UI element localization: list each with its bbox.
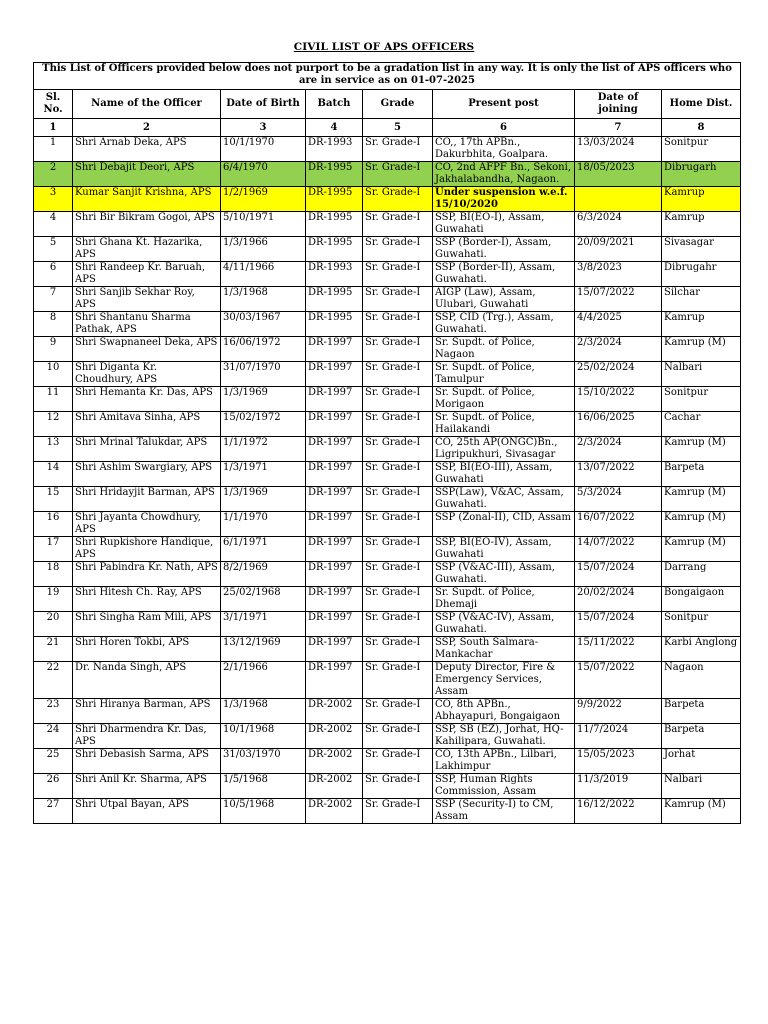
cell-present-post: SSP, Human Rights Commission, Assam	[433, 774, 575, 799]
table-row	[34, 612, 741, 637]
table-row	[34, 562, 741, 587]
cell-batch: DR-1997	[306, 587, 363, 612]
cell-date-of-joining: 15/07/2022	[575, 287, 662, 312]
header-batch: Batch	[306, 90, 363, 119]
cell-home-dist: Nalbari	[662, 362, 741, 387]
cell-date-of-birth: 30/03/1967	[221, 312, 306, 337]
cell-sl-no: 21	[34, 637, 73, 662]
cell-grade: Sr. Grade-I	[363, 337, 433, 362]
table-row	[34, 412, 741, 437]
cell-date-of-joining: 13/07/2022	[575, 462, 662, 487]
table-row	[34, 724, 741, 749]
cell-date-of-joining: 6/3/2024	[575, 212, 662, 237]
cell-officer-name: Shri Pabindra Kr. Nath, APS	[73, 562, 221, 587]
cell-batch: DR-1997	[306, 562, 363, 587]
cell-batch: DR-1995	[306, 237, 363, 262]
cell-present-post: SSP (V&AC-IV), Assam, Guwahati.	[433, 612, 575, 637]
cell-date-of-birth: 16/06/1972	[221, 337, 306, 362]
cell-officer-name: Shri Debajit Deori, APS	[73, 162, 221, 187]
column-number: 5	[363, 119, 433, 137]
cell-date-of-joining: 16/07/2022	[575, 512, 662, 537]
cell-home-dist: Kamrup	[662, 312, 741, 337]
cell-batch: DR-1997	[306, 537, 363, 562]
cell-officer-name: Shri Arnab Deka, APS	[73, 137, 221, 162]
cell-present-post: SSP, South Salmara-Mankachar	[433, 637, 575, 662]
cell-batch: DR-1997	[306, 612, 363, 637]
column-number: 2	[73, 119, 221, 137]
table-row	[34, 287, 741, 312]
table-row	[34, 799, 741, 824]
cell-date-of-joining: 15/05/2023	[575, 749, 662, 774]
column-number-row	[34, 119, 741, 137]
cell-present-post: SSP, BI(EO-III), Assam, Guwahati	[433, 462, 575, 487]
cell-home-dist: Silchar	[662, 287, 741, 312]
cell-sl-no: 8	[34, 312, 73, 337]
cell-home-dist: Nagaon	[662, 662, 741, 699]
cell-grade: Sr. Grade-I	[363, 562, 433, 587]
table-row	[34, 462, 741, 487]
table-row	[34, 699, 741, 724]
cell-sl-no: 27	[34, 799, 73, 824]
cell-grade: Sr. Grade-I	[363, 362, 433, 387]
cell-batch: DR-1995	[306, 162, 363, 187]
cell-grade: Sr. Grade-I	[363, 262, 433, 287]
cell-date-of-joining: 2/3/2024	[575, 337, 662, 362]
header-grade: Grade	[363, 90, 433, 119]
cell-date-of-joining: 2/3/2024	[575, 437, 662, 462]
cell-date-of-joining: 4/4/2025	[575, 312, 662, 337]
table-row	[34, 512, 741, 537]
table-row	[34, 637, 741, 662]
cell-officer-name: Dr. Nanda Singh, APS	[73, 662, 221, 699]
cell-grade: Sr. Grade-I	[363, 699, 433, 724]
cell-grade: Sr. Grade-I	[363, 437, 433, 462]
cell-batch: DR-2002	[306, 724, 363, 749]
cell-date-of-joining	[575, 187, 662, 212]
cell-present-post: CO,, 17th APBn., Dakurbhita, Goalpara.	[433, 137, 575, 162]
cell-batch: DR-1997	[306, 437, 363, 462]
cell-batch: DR-1997	[306, 387, 363, 412]
cell-officer-name: Shri Utpal Bayan, APS	[73, 799, 221, 824]
cell-date-of-birth: 31/03/1970	[221, 749, 306, 774]
cell-officer-name: Shri Horen Tokbi, APS	[73, 637, 221, 662]
table-row	[34, 162, 741, 187]
cell-batch: DR-1997	[306, 512, 363, 537]
table-row	[34, 749, 741, 774]
table-row	[34, 262, 741, 287]
disclaimer-note: This List of Officers provided below does not purport to be a gradation list in any way. It is only the list of APS officers who are in service as on 01-07-2025	[34, 63, 741, 90]
cell-officer-name: Shri Anil Kr. Sharma, APS	[73, 774, 221, 799]
table-row	[34, 587, 741, 612]
cell-present-post: CO, 2nd AFPF Bn., Sekoni, Jakhalabandha, Nagaon.	[433, 162, 575, 187]
cell-batch: DR-2002	[306, 749, 363, 774]
cell-date-of-joining: 16/06/2025	[575, 412, 662, 437]
cell-home-dist: Bongaigaon	[662, 587, 741, 612]
cell-date-of-joining: 11/7/2024	[575, 724, 662, 749]
cell-date-of-joining: 5/3/2024	[575, 487, 662, 512]
cell-home-dist: Barpeta	[662, 724, 741, 749]
cell-present-post: SSP (Border-II), Assam, Guwahati.	[433, 262, 575, 287]
cell-date-of-birth: 2/1/1966	[221, 662, 306, 699]
cell-present-post: Sr. Supdt. of Police, Dhemaji	[433, 587, 575, 612]
cell-batch: DR-1997	[306, 637, 363, 662]
header-name: Name of the Officer	[73, 90, 221, 119]
cell-present-post: SSP (Security-I) to CM, Assam	[433, 799, 575, 824]
table-row	[34, 537, 741, 562]
cell-date-of-birth: 1/3/1969	[221, 387, 306, 412]
cell-date-of-joining: 20/09/2021	[575, 237, 662, 262]
cell-date-of-birth: 15/02/1972	[221, 412, 306, 437]
cell-home-dist: Dibrugarh	[662, 162, 741, 187]
cell-sl-no: 16	[34, 512, 73, 537]
cell-home-dist: Kamrup (M)	[662, 337, 741, 362]
cell-officer-name: Shri Randeep Kr. Baruah, APS	[73, 262, 221, 287]
cell-sl-no: 14	[34, 462, 73, 487]
cell-sl-no: 22	[34, 662, 73, 699]
cell-date-of-joining: 14/07/2022	[575, 537, 662, 562]
cell-grade: Sr. Grade-I	[363, 462, 433, 487]
table-row	[34, 137, 741, 162]
cell-batch: DR-1995	[306, 187, 363, 212]
cell-officer-name: Shri Debasish Sarma, APS	[73, 749, 221, 774]
cell-date-of-birth: 6/1/1971	[221, 537, 306, 562]
cell-sl-no: 5	[34, 237, 73, 262]
column-number: 8	[662, 119, 741, 137]
cell-officer-name: Shri Rupkishore Handique, APS	[73, 537, 221, 562]
cell-home-dist: Kamrup (M)	[662, 437, 741, 462]
cell-present-post: SSP, BI(EO-IV), Assam, Guwahati	[433, 537, 575, 562]
table-row	[34, 312, 741, 337]
column-number: 6	[433, 119, 575, 137]
cell-grade: Sr. Grade-I	[363, 237, 433, 262]
cell-home-dist: Kamrup	[662, 212, 741, 237]
cell-sl-no: 4	[34, 212, 73, 237]
cell-date-of-joining: 20/02/2024	[575, 587, 662, 612]
cell-grade: Sr. Grade-I	[363, 724, 433, 749]
cell-date-of-joining: 16/12/2022	[575, 799, 662, 824]
cell-date-of-joining: 15/07/2024	[575, 562, 662, 587]
cell-officer-name: Shri Dharmendra Kr. Das, APS	[73, 724, 221, 749]
cell-officer-name: Shri Sanjib Sekhar Roy, APS	[73, 287, 221, 312]
cell-home-dist: Kamrup (M)	[662, 537, 741, 562]
cell-date-of-birth: 5/10/1971	[221, 212, 306, 237]
cell-home-dist: Kamrup (M)	[662, 512, 741, 537]
cell-batch: DR-1997	[306, 412, 363, 437]
cell-date-of-birth: 1/1/1972	[221, 437, 306, 462]
cell-date-of-birth: 10/1/1968	[221, 724, 306, 749]
cell-batch: DR-1997	[306, 487, 363, 512]
column-number: 4	[306, 119, 363, 137]
cell-sl-no: 2	[34, 162, 73, 187]
table-row	[34, 187, 741, 212]
cell-date-of-birth: 10/1/1970	[221, 137, 306, 162]
cell-home-dist: Kamrup (M)	[662, 799, 741, 824]
column-header-row	[34, 90, 741, 119]
cell-grade: Sr. Grade-I	[363, 287, 433, 312]
cell-home-dist: Karbi Anglong	[662, 637, 741, 662]
cell-officer-name: Shri Diganta Kr. Choudhury, APS	[73, 362, 221, 387]
table-row	[34, 237, 741, 262]
table-row	[34, 212, 741, 237]
cell-home-dist: Barpeta	[662, 699, 741, 724]
cell-present-post: SSP, CID (Trg.), Assam, Guwahati.	[433, 312, 575, 337]
cell-sl-no: 23	[34, 699, 73, 724]
cell-sl-no: 11	[34, 387, 73, 412]
cell-grade: Sr. Grade-I	[363, 637, 433, 662]
cell-grade: Sr. Grade-I	[363, 312, 433, 337]
cell-batch: DR-1995	[306, 212, 363, 237]
cell-date-of-joining: 25/02/2024	[575, 362, 662, 387]
cell-sl-no: 3	[34, 187, 73, 212]
cell-date-of-joining: 13/03/2024	[575, 137, 662, 162]
cell-date-of-joining: 18/05/2023	[575, 162, 662, 187]
cell-home-dist: Sonitpur	[662, 137, 741, 162]
header-sl-no: Sl. No.	[34, 90, 73, 119]
cell-present-post: SSP (V&AC-III), Assam, Guwahati.	[433, 562, 575, 587]
cell-date-of-joining: 15/07/2022	[575, 662, 662, 699]
cell-present-post: Sr. Supdt. of Police, Nagaon	[433, 337, 575, 362]
cell-sl-no: 12	[34, 412, 73, 437]
cell-home-dist: Sonitpur	[662, 387, 741, 412]
cell-date-of-birth: 25/02/1968	[221, 587, 306, 612]
cell-date-of-joining: 9/9/2022	[575, 699, 662, 724]
cell-sl-no: 10	[34, 362, 73, 387]
cell-date-of-birth: 4/11/1966	[221, 262, 306, 287]
officers-table	[33, 62, 741, 824]
cell-date-of-joining: 15/07/2024	[575, 612, 662, 637]
cell-officer-name: Shri Ghana Kt. Hazarika, APS	[73, 237, 221, 262]
cell-grade: Sr. Grade-I	[363, 137, 433, 162]
cell-officer-name: Shri Jayanta Chowdhury, APS	[73, 512, 221, 537]
cell-present-post: SSP(Law), V&AC, Assam, Guwahati.	[433, 487, 575, 512]
cell-date-of-birth: 1/3/1968	[221, 287, 306, 312]
cell-home-dist: Nalbari	[662, 774, 741, 799]
cell-present-post: CO, 25th AP(ONGC)Bn., Ligripukhuri, Sivasagar	[433, 437, 575, 462]
cell-home-dist: Cachar	[662, 412, 741, 437]
cell-present-post: SSP (Border-I), Assam, Guwahati.	[433, 237, 575, 262]
cell-grade: Sr. Grade-I	[363, 212, 433, 237]
cell-grade: Sr. Grade-I	[363, 162, 433, 187]
cell-present-post: Under suspension w.e.f. 15/10/2020	[433, 187, 575, 212]
cell-home-dist: Sonitpur	[662, 612, 741, 637]
document-title: CIVIL LIST OF APS OFFICERS	[293, 41, 475, 53]
cell-present-post: Sr. Supdt. of Police, Morigaon	[433, 387, 575, 412]
cell-grade: Sr. Grade-I	[363, 537, 433, 562]
cell-officer-name: Shri Mrinal Talukdar, APS	[73, 437, 221, 462]
cell-grade: Sr. Grade-I	[363, 512, 433, 537]
header-present-post: Present post	[433, 90, 575, 119]
cell-present-post: CO, 13th APBn., Lilbari, Lakhimpur	[433, 749, 575, 774]
cell-officer-name: Shri Singha Ram Mili, APS	[73, 612, 221, 637]
table-row	[34, 662, 741, 699]
cell-grade: Sr. Grade-I	[363, 487, 433, 512]
column-number: 7	[575, 119, 662, 137]
cell-home-dist: Sivasagar	[662, 237, 741, 262]
table-row	[34, 437, 741, 462]
cell-present-post: AIGP (Law), Assam, Ulubari, Guwahati	[433, 287, 575, 312]
cell-batch: DR-1995	[306, 287, 363, 312]
cell-date-of-birth: 1/2/1969	[221, 187, 306, 212]
cell-sl-no: 24	[34, 724, 73, 749]
cell-sl-no: 7	[34, 287, 73, 312]
cell-sl-no: 1	[34, 137, 73, 162]
cell-batch: DR-1995	[306, 312, 363, 337]
cell-sl-no: 9	[34, 337, 73, 362]
cell-officer-name: Kumar Sanjit Krishna, APS	[73, 187, 221, 212]
cell-date-of-birth: 1/3/1969	[221, 487, 306, 512]
cell-sl-no: 18	[34, 562, 73, 587]
cell-officer-name: Shri Amitava Sinha, APS	[73, 412, 221, 437]
cell-home-dist: Dibrugahr	[662, 262, 741, 287]
cell-date-of-joining: 15/11/2022	[575, 637, 662, 662]
cell-present-post: CO, 8th APBn., Abhayapuri, Bongaigaon	[433, 699, 575, 724]
cell-officer-name: Shri Bir Bikram Gogoi, APS	[73, 212, 221, 237]
cell-date-of-birth: 13/12/1969	[221, 637, 306, 662]
cell-batch: DR-2002	[306, 799, 363, 824]
cell-grade: Sr. Grade-I	[363, 749, 433, 774]
cell-officer-name: Shri Shantanu Sharma Pathak, APS	[73, 312, 221, 337]
cell-present-post: Deputy Director, Fire & Emergency Services, Assam	[433, 662, 575, 699]
cell-date-of-birth: 1/5/1968	[221, 774, 306, 799]
cell-date-of-joining: 3/8/2023	[575, 262, 662, 287]
cell-date-of-birth: 1/1/1970	[221, 512, 306, 537]
table-row	[34, 387, 741, 412]
cell-sl-no: 13	[34, 437, 73, 462]
cell-present-post: SSP, BI(EO-I), Assam, Guwahati	[433, 212, 575, 237]
table-row	[34, 337, 741, 362]
table-row	[34, 487, 741, 512]
header-date-of-joining: Date of joining	[575, 90, 662, 119]
cell-grade: Sr. Grade-I	[363, 612, 433, 637]
cell-sl-no: 25	[34, 749, 73, 774]
column-number: 1	[34, 119, 73, 137]
cell-sl-no: 26	[34, 774, 73, 799]
cell-grade: Sr. Grade-I	[363, 662, 433, 699]
column-number: 3	[221, 119, 306, 137]
cell-grade: Sr. Grade-I	[363, 412, 433, 437]
cell-sl-no: 6	[34, 262, 73, 287]
cell-grade: Sr. Grade-I	[363, 187, 433, 212]
cell-grade: Sr. Grade-I	[363, 587, 433, 612]
cell-grade: Sr. Grade-I	[363, 774, 433, 799]
cell-batch: DR-1997	[306, 462, 363, 487]
cell-grade: Sr. Grade-I	[363, 799, 433, 824]
cell-batch: DR-1993	[306, 137, 363, 162]
cell-sl-no: 17	[34, 537, 73, 562]
cell-officer-name: Shri Hiranya Barman, APS	[73, 699, 221, 724]
cell-officer-name: Shri Hridayjit Barman, APS	[73, 487, 221, 512]
header-dob: Date of Birth	[221, 90, 306, 119]
cell-batch: DR-1997	[306, 337, 363, 362]
cell-present-post: Sr. Supdt. of Police, Tamulpur	[433, 362, 575, 387]
cell-home-dist: Jorhat	[662, 749, 741, 774]
cell-batch: DR-1997	[306, 662, 363, 699]
cell-home-dist: Darrang	[662, 562, 741, 587]
cell-home-dist: Barpeta	[662, 462, 741, 487]
cell-home-dist: Kamrup (M)	[662, 487, 741, 512]
cell-officer-name: Shri Hemanta Kr. Das, APS	[73, 387, 221, 412]
cell-batch: DR-1997	[306, 362, 363, 387]
cell-home-dist: Kamrup	[662, 187, 741, 212]
cell-sl-no: 20	[34, 612, 73, 637]
cell-present-post: SSP (Zonal-II), CID, Assam	[433, 512, 575, 537]
cell-grade: Sr. Grade-I	[363, 387, 433, 412]
cell-present-post: SSP, SB (EZ), Jorhat, HQ-Kahilipara, Guwahati.	[433, 724, 575, 749]
table-row	[34, 774, 741, 799]
cell-sl-no: 15	[34, 487, 73, 512]
cell-date-of-joining: 11/3/2019	[575, 774, 662, 799]
header-home-dist: Home Dist.	[662, 90, 741, 119]
cell-officer-name: Shri Ashim Swargiary, APS	[73, 462, 221, 487]
table-row	[34, 362, 741, 387]
cell-present-post: Sr. Supdt. of Police, Hailakandi	[433, 412, 575, 437]
cell-batch: DR-1993	[306, 262, 363, 287]
cell-officer-name: Shri Hitesh Ch. Ray, APS	[73, 587, 221, 612]
cell-officer-name: Shri Swapnaneel Deka, APS	[73, 337, 221, 362]
cell-date-of-birth: 6/4/1970	[221, 162, 306, 187]
cell-date-of-birth: 8/2/1969	[221, 562, 306, 587]
cell-date-of-birth: 3/1/1971	[221, 612, 306, 637]
cell-date-of-birth: 10/5/1968	[221, 799, 306, 824]
cell-date-of-birth: 1/3/1968	[221, 699, 306, 724]
cell-date-of-birth: 31/07/1970	[221, 362, 306, 387]
cell-batch: DR-2002	[306, 699, 363, 724]
cell-date-of-birth: 1/3/1966	[221, 237, 306, 262]
cell-batch: DR-2002	[306, 774, 363, 799]
cell-date-of-joining: 15/10/2022	[575, 387, 662, 412]
cell-sl-no: 19	[34, 587, 73, 612]
cell-date-of-birth: 1/3/1971	[221, 462, 306, 487]
